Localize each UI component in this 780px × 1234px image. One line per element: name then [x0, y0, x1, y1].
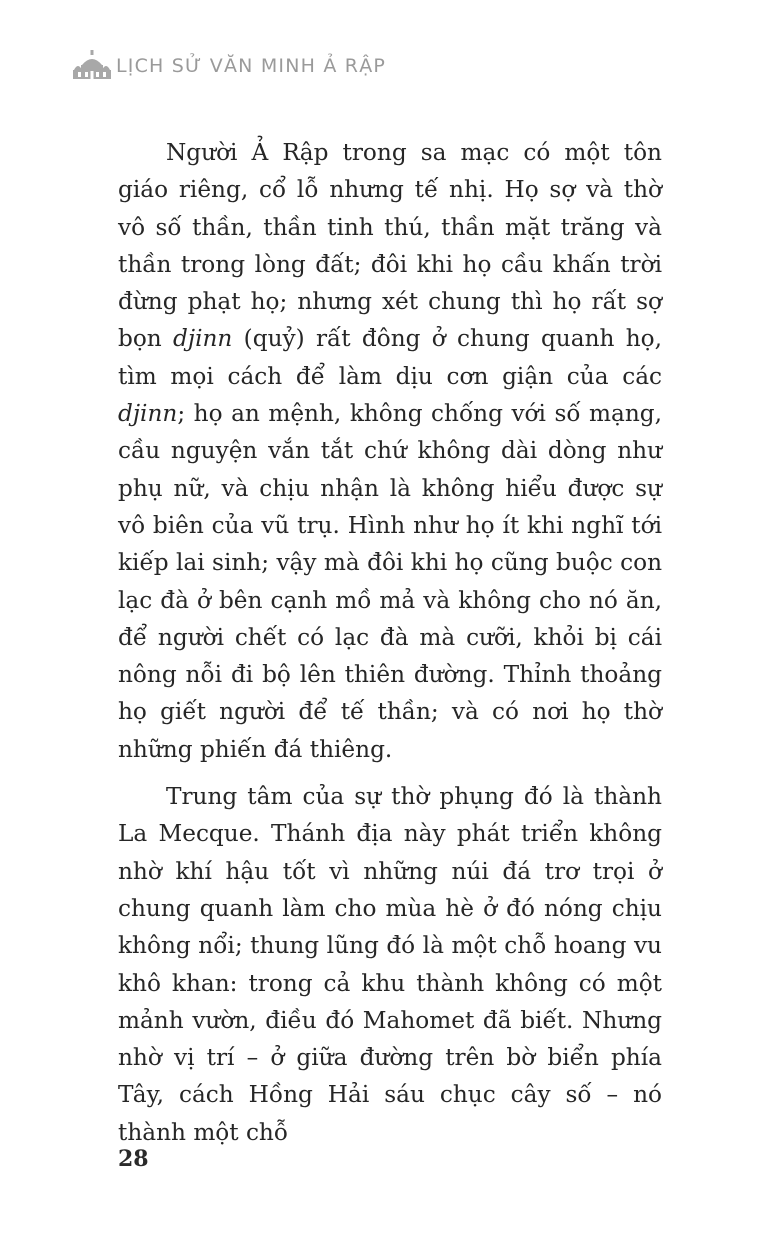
text-line: Mecque. Thánh địa này phát triển không nhờ: [118, 820, 662, 885]
text-line: như họ ít khi nghĩ tới kiếp lai sinh; vậy mà đôi: [118, 511, 662, 577]
text-line: riêng, cổ lỗ nhưng tế nhị. Họ sợ và thờ vô số: [118, 176, 662, 241]
text-line: cưỡi, khỏi bị cái nông nỗi đi bộ lên thiên đường.: [118, 623, 663, 689]
text-line: không chống với số mạng, cầu nguyện vắn tắt: [118, 400, 662, 465]
running-header: [72, 46, 386, 82]
italic-term: djinn: [173, 325, 233, 353]
text-line: Thỉnh thoảng họ giết người để tế thần; và có: [118, 661, 662, 726]
text-line: nổi; thung lũng đó là một chỗ hoang vu khô: [118, 932, 662, 997]
italic-term: djinn: [118, 400, 178, 428]
text-line: là không hiểu được sự vô biên của vũ trụ. Hình: [118, 474, 662, 539]
book-title: LỊCH SỬ VĂN MINH Ả RẬP: [116, 55, 387, 77]
text-line: khan: trong cả khu thành không có một mảnh: [118, 969, 662, 1034]
text-line: Người Ả Rập trong sa mạc có một tôn giáo: [118, 139, 662, 204]
text-line: khí hậu tốt vì những núi đá trơ trọi ở chung: [118, 857, 662, 922]
text-line: khi họ cũng buộc con lạc đà ở bên cạnh mồ mả: [118, 549, 663, 614]
paragraph-2: [118, 778, 662, 1151]
text-line: lòng đất; đôi khi họ cầu khấn trời đừng phạt họ;: [118, 250, 663, 316]
page-number: 28: [118, 1146, 149, 1172]
text-line: vườn, điều đó Mahomet đã biết. Nhưng nhờ vị: [118, 1006, 662, 1072]
text-line: rất đông ở chung quanh họ, tìm mọi cách để: [118, 325, 663, 390]
page-body: [118, 134, 662, 1161]
paragraph-1: [118, 134, 662, 768]
text-line: thần, thần tinh thú, thần mặt trăng và thần trong: [118, 213, 662, 278]
text-line: trí – ở giữa đường trên bờ biển phía Tây, cách: [118, 1044, 662, 1109]
text-line: Trung tâm của sự thờ phụng đó là thành La: [118, 783, 662, 848]
text-line: chứ không dài dòng như phụ nữ, và chịu nhận: [118, 437, 663, 502]
text-line: và không cho nó ăn, để người chết có lạc đà mà: [118, 586, 662, 651]
text-line: quanh làm cho mùa hè ở đó nóng chịu không: [118, 894, 662, 960]
text-line: nơi họ thờ những phiến đá thiêng.: [118, 698, 662, 763]
mosque-icon: [72, 48, 112, 80]
text-line: Hồng Hải sáu chục cây số – nó thành một chỗ: [118, 1081, 662, 1146]
text-line: làm dịu cơn giận của các djinn; họ an mệnh,: [118, 362, 663, 428]
text-line: nhưng xét chung thì họ rất sợ bọn djinn (quỷ): [118, 288, 662, 353]
